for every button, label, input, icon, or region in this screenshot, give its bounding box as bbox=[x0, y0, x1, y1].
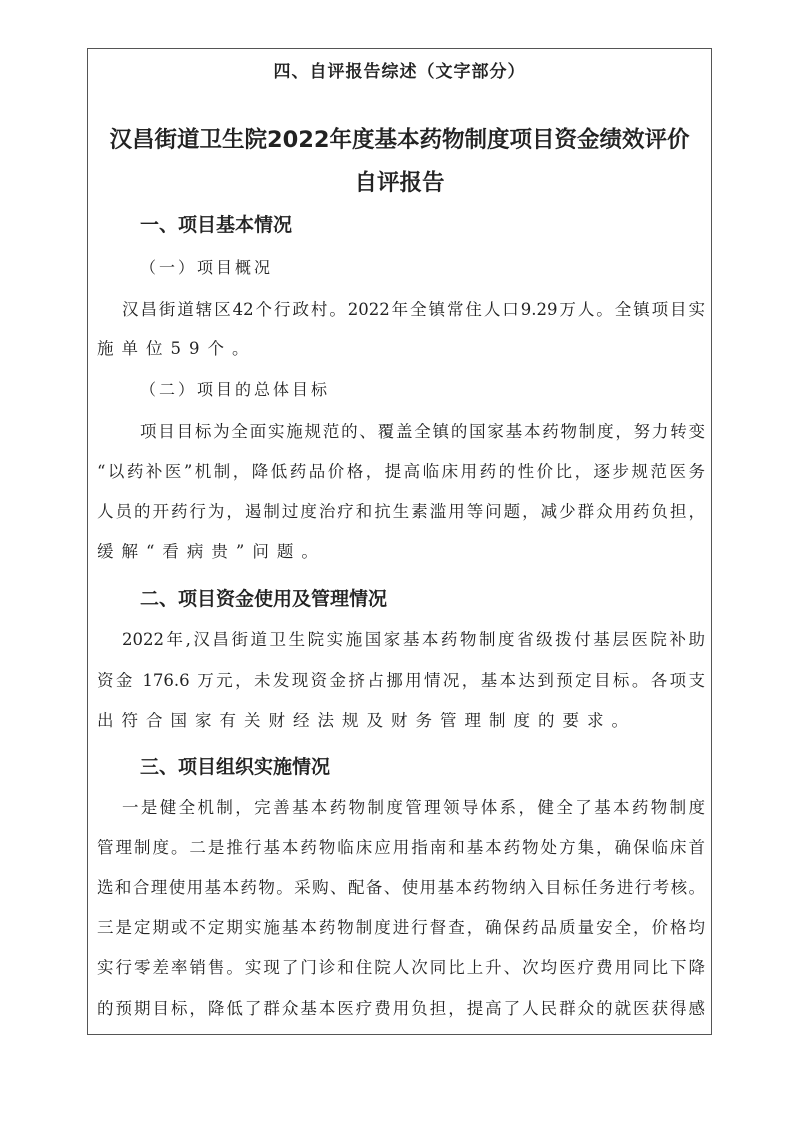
paragraph-line: 人员的开药行为，遏制过度治疗和抗生素滥用等问题，减少群众用药负担， bbox=[97, 502, 705, 521]
heading-basic-info: 一、项目基本情况 bbox=[140, 214, 293, 236]
paragraph-line: 施单位59个。 bbox=[97, 339, 257, 358]
paragraph-line: 的预期目标，降低了群众基本医疗费用负担，提高了人民群众的就医获得感 bbox=[97, 999, 705, 1018]
paragraph-line: 资金 176.6 万元，未发现资金挤占挪用情况，基本达到预定目标。各项支 bbox=[97, 671, 705, 690]
heading-funds: 二、项目资金使用及管理情况 bbox=[140, 588, 388, 610]
paragraph-line: 2022年,汉昌街道卫生院实施国家基本药物制度省级拨付基层医院补助 bbox=[122, 630, 705, 649]
paragraph-line: 汉昌街道辖区42个行政村。2022年全镇常住人口9.29万人。全镇项目实 bbox=[122, 300, 705, 319]
paragraph-line: 三是定期或不定期实施基本药物制度进行督查，确保药品质量安全，价格均 bbox=[97, 918, 705, 937]
heading-implementation: 三、项目组织实施情况 bbox=[140, 756, 331, 778]
paragraph-line: 缓解“看病贵”问题。 bbox=[97, 542, 326, 561]
paragraph-line: 项目目标为全面实施规范的、覆盖全镇的国家基本药物制度，努力转变 bbox=[140, 422, 705, 441]
paragraph-line: “以药补医”机制，降低药品价格，提高临床用药的性价比，逐步规范医务 bbox=[97, 462, 705, 481]
paragraph-line: 实行零差率销售。实现了门诊和住院人次同比上升、次均医疗费用同比下降 bbox=[97, 958, 705, 977]
paragraph-line: 选和合理使用基本药物。采购、配备、使用基本药物纳入目标任务进行考核。 bbox=[97, 878, 705, 897]
section-header: 四、自评报告综述（文字部分） bbox=[273, 62, 526, 82]
report-title-line-2: 自评报告 bbox=[354, 170, 445, 196]
report-title-line-1: 汉昌街道卫生院2022年度基本药物制度项目资金绩效评价 bbox=[109, 127, 690, 153]
subheading-overview: （一）项目概况 bbox=[140, 258, 274, 277]
subheading-goals: （二）项目的总体目标 bbox=[140, 380, 331, 399]
paragraph-line: 出符合国家有关财经法规及财务管理制度的要求。 bbox=[97, 711, 636, 730]
paragraph-line: 一是健全机制，完善基本药物制度管理领导体系，健全了基本药物制度 bbox=[122, 798, 705, 817]
paragraph-line: 管理制度。二是推行基本药物临床应用指南和基本药物处方集，确保临床首 bbox=[97, 838, 705, 857]
